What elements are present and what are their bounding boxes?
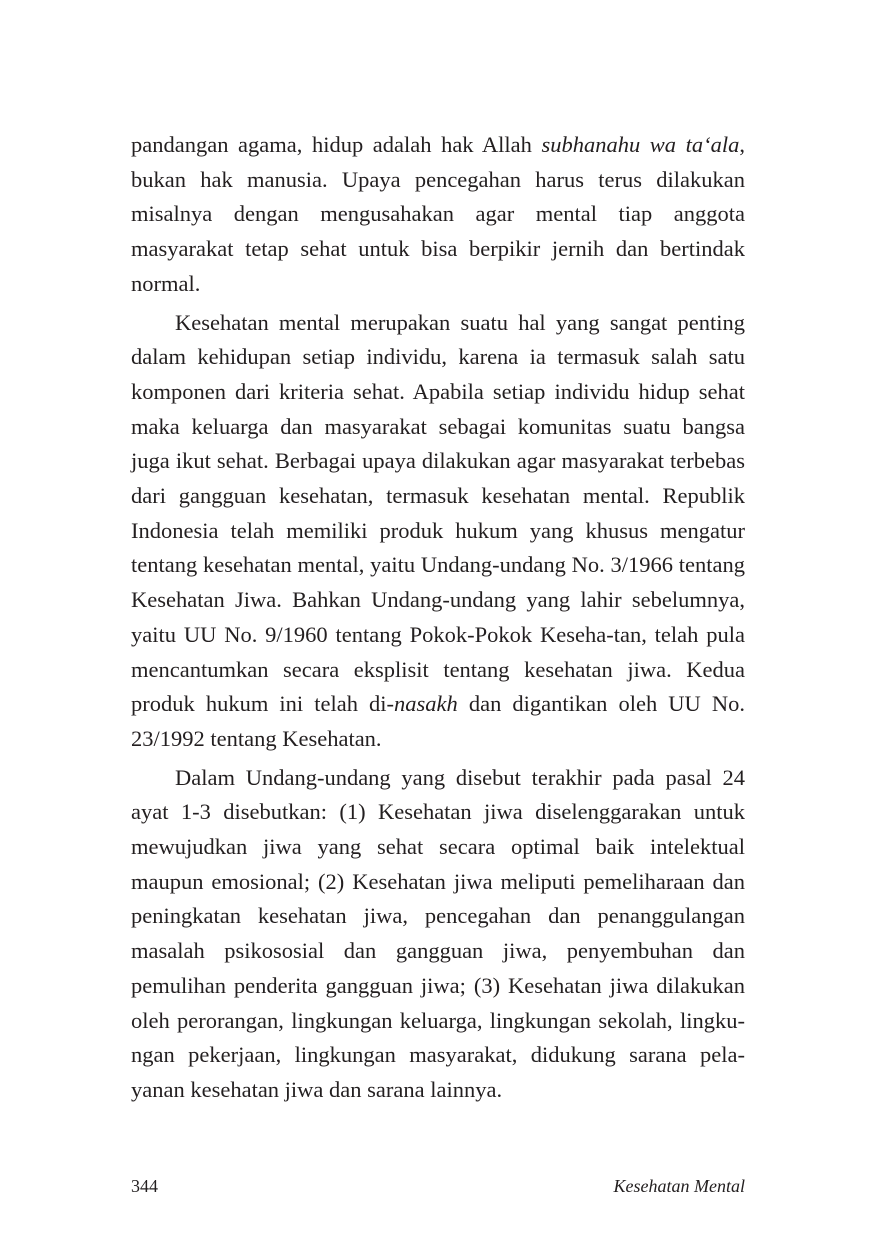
paragraph-2 [131,306,745,757]
paragraph-1-italic-phrase: subhanahu wa ta‘ala [541,132,740,157]
paragraph-1-text-a: pandangan agama, hidup adalah hak Allah [131,132,542,157]
page-footer [131,1172,745,1200]
paragraph-3: Dalam Undang-undang yang disebut terakhir pada pasal 24 ayat 1-3 disebutkan: (1) Kesehatan jiwa diselenggarakan untuk mewujudkan jiwa yang sehat secara optimal baik intelektual maupun emosional; (2) Kesehatan jiwa meliputi pemeliharaan dan peningkatan kesehatan jiwa, pencegahan dan penanggulangan masalah psikososial dan gangguan jiwa, penyembuhan dan pemulihan penderita gangguan jiwa; (3) Kesehatan jiwa dilakukan oleh perorangan, lingkungan keluarga, lingkungan sekolah, lingku-ngan pekerjaan, lingkungan masyarakat, didukung sarana pela-yanan kesehatan jiwa dan sarana lainnya. [131,764,745,1102]
page-number: 344 [131,1176,158,1196]
paragraph-1 [131,128,745,302]
paragraph-2-italic-term: nasakh [394,691,458,717]
paragraph-2-text-a: Kesehatan mental merupakan suatu hal yang sangat penting dalam kehidupan setiap individu, karena ia termasuk salah satu komponen dari kriteria sehat. Apabila setiap individu hidup sehat maka keluarga dan masyarakat sebagai komunitas suatu bangsa juga ikut sehat. Berbagai upaya dilakukan agar masyarakat terbebas dari gangguan kesehatan, termasuk kesehatan mental. Republik Indonesia telah memiliki produk hukum yang khusus mengatur tentang kesehatan mental, yaitu Undang-undang No. 3/1966 tentang Kesehatan Jiwa. Bahkan Undang-undang yang lahir sebelumnya, yaitu UU No. 9/1960 tentang Pokok-Pokok Keseha-tan, telah pula mencantumkan secara eksplisit tentang kesehatan jiwa. Kedua produk hukum ini telah di- [131,309,745,717]
running-title: Kesehatan Mental [613,1176,745,1196]
paragraph-2-text-b: dan digantikan oleh UU No. 23/1992 tentang Kesehatan. [131,691,745,751]
paragraph-1-text-b: , bukan hak manusia. Upaya pencegahan harus terus dilakukan misalnya dengan mengusahakan agar mental tiap anggota masyarakat tetap sehat untuk bisa berpikir jernih dan bertindak normal. [131,132,745,296]
body-text [131,128,745,1112]
